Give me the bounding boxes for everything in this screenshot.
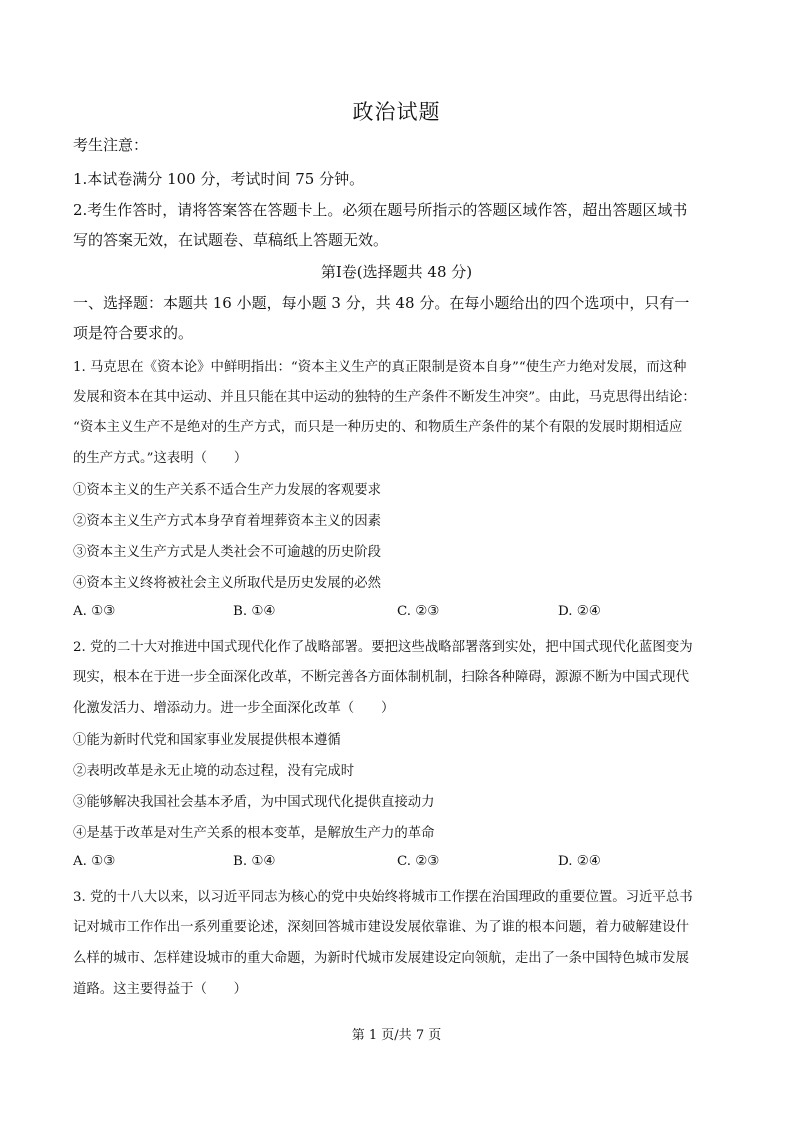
question-2-statement-1: ①能为新时代党和国家事业发展提供根本遵循 (73, 733, 341, 748)
option-d[interactable]: D. ②④ (558, 854, 601, 869)
question-3-line-4: 道路。这主要得益于（ ） (73, 982, 248, 997)
question-3-line-2: 记对城市工作作出一系列重要论述，深刻回答城市建设发展依靠谁、为了谁的根本问题，着力破解建设什 (73, 920, 689, 935)
option-a[interactable]: A. ①③ (73, 854, 116, 869)
question-3-line-3: 么样的城市、怎样建设城市的重大命题，为新时代城市发展建设定向领航，走出了一条中国特色城市发展 (73, 951, 689, 966)
question-2-statement-4: ④是基于改革是对生产关系的根本变革，是解放生产力的革命 (73, 826, 435, 841)
question-2-line-2: 现实，根本在于进一步全面深化改革，不断完善各方面体制机制，扫除各种障碍，源源不断为中国式现代 (73, 670, 689, 685)
page-title: 政治试题 (352, 100, 441, 124)
question-1-statement-4: ④资本主义终将被社会主义所取代是历史发展的必然 (73, 576, 381, 591)
question-1-statement-2: ②资本主义生产方式本身孕育着埋葬资本主义的因素 (73, 514, 381, 529)
question-1-options (73, 604, 733, 624)
part-instruction-line-1: 一、选择题：本题共 16 小题，每小题 3 分，共 48 分。在每小题给出的四个选项中，只有一 (73, 294, 690, 312)
notice-item-1: 1.本试卷满分 100 分，考试时间 75 分钟。 (73, 170, 365, 188)
option-c[interactable]: C. ②③ (397, 854, 440, 869)
option-c[interactable]: C. ②③ (397, 604, 440, 619)
notice-item-2-line-2: 写的答案无效，在试题卷、草稿纸上答题无效。 (73, 231, 389, 249)
notice-item-2-line-1: 2.考生作答时，请将答案答在答题卡上。必须在题号所指示的答题区域作答，超出答题区域书 (73, 201, 688, 219)
question-1-statement-3: ③资本主义生产方式是人类社会不可逾越的历史阶段 (73, 545, 381, 560)
question-2-line-3: 化激发活力、增添动力。进一步全面深化改革（ ） (73, 701, 395, 716)
option-b[interactable]: B. ①④ (233, 854, 276, 869)
option-b[interactable]: B. ①④ (233, 604, 276, 619)
section-heading: 第Ⅰ卷(选择题共 48 分) (320, 263, 473, 281)
page-footer: 第 1 页/共 7 页 (351, 1028, 442, 1043)
question-1-statement-1: ①资本主义的生产关系不适合生产力发展的客观要求 (73, 483, 381, 498)
question-1-line-1: 1. 马克思在《资本论》中鲜明指出：“资本主义生产的真正限制是资本自身”“使生产力绝对发展，而这种 (73, 360, 687, 375)
notice-heading: 考生注意： (73, 136, 149, 154)
question-2-options (73, 854, 733, 874)
option-d[interactable]: D. ②④ (558, 604, 601, 619)
question-1-line-3: “资本主义生产不是绝对的生产方式，而只是一种历史的、和物质生产条件的某个有限的发展时期相适应 (73, 420, 683, 435)
question-2-statement-2: ②表明改革是永无止境的动态过程，没有完成时 (73, 764, 355, 779)
question-2-statement-3: ③能够解决我国社会基本矛盾，为中国式现代化提供直接动力 (73, 795, 435, 810)
question-1-line-4: 的生产方式。”这表明（ ） (73, 451, 248, 466)
question-3-line-1: 3. 党的十八大以来，以习近平同志为核心的党中央始终将城市工作摆在治国理政的重要位置。习近平总书 (73, 890, 693, 905)
question-2-line-1: 2. 党的二十大对推进中国式现代化作了战略部署。要把这些战略部署落到实处，把中国式现代化蓝图变为 (73, 640, 693, 655)
option-a[interactable]: A. ①③ (73, 604, 116, 619)
part-instruction-line-2: 项是符合要求的。 (73, 324, 194, 342)
question-1-line-2: 发展和资本在其中运动、并且只能在其中运动的独特的生产条件不断发生冲突”。由此，马克思得出结论： (73, 390, 696, 405)
